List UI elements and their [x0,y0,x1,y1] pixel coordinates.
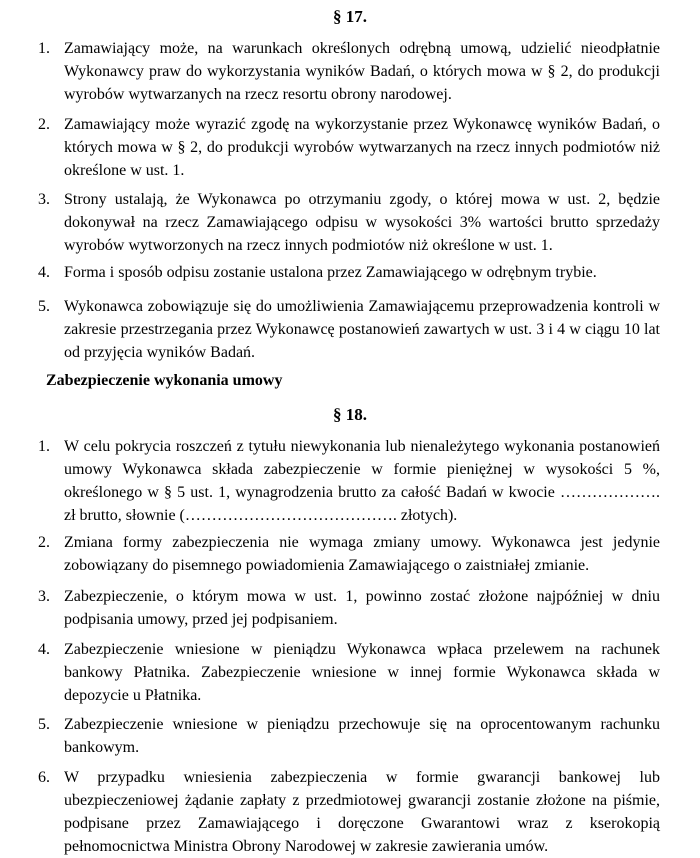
item-text: W przypadku wniesienia zabezpieczenia w formie gwarancji bankowej lub ubezpieczeniowej żądanie zapłaty z przedmiotowej gwarancji zostanie złożone na piśmie, podpisane przez Zamawiającego i doręczone Gwarantowi wraz z kserokopią pełnomocnictwa Ministra Obrony Narodowej w zakresie zawierania umów. [64,769,660,855]
section-17-item-4 [38,261,660,284]
item-text: W celu pokrycia roszczeń z tytułu niewykonania lub nienależytego wykonania postanowień umowy Wykonawca składa zabezpieczenie w formie pieniężnej w wysokości 5 %, określonego w § 5 ust. 1, wynagrodzenia brutto za całość Badań w kwocie ………………. zł brutto, słownie (…………………………………. złotych). [64,438,660,524]
section-17-item-5 [38,295,660,364]
item-text: Wykonawca zobowiązuje się do umożliwienia Zamawiającemu przeprowadzenia kontroli w zakresie przestrzegania przez Wykonawcę postanowień zawartych w ust. 3 i 4 w ciągu 10 lat od przyjęcia wyników Badań. [64,298,660,361]
item-number: 5. [38,716,50,733]
item-text: Zmiana formy zabezpieczenia nie wymaga zmiany umowy. Wykonawca jest jedynie zobowiązany do pisemnego powiadomienia Zamawiającego o zaistniałej zmianie. [64,534,660,574]
section-18-item-5 [38,713,660,759]
section-17-item-2 [38,113,660,182]
section-18-item-1 [38,435,660,527]
section-18-item-6 [38,766,660,858]
item-number: 6. [38,769,50,786]
item-number: 4. [38,264,50,281]
item-text: Forma i sposób odpisu zostanie ustalona przez Zamawiającego w odrębnym trybie. [64,264,597,281]
item-number: 3. [38,191,50,208]
section-18-item-4 [38,638,660,707]
item-number: 2. [38,116,50,133]
item-text: Zamawiający może, na warunkach określonych odrębną umową, udzielić nieodpłatnie Wykonawcy praw do wykorzystania wyników Badań, o których mowa w § 2, do produkcji wyrobów wytwarzanych na rzecz resortu obrony narodowej. [64,40,660,103]
item-text: Zabezpieczenie wniesione w pieniądzu przechowuje się na oprocentowanym rachunku bankowym. [64,716,660,756]
section-heading: Zabezpieczenie wykonania umowy [46,372,283,389]
item-number: 4. [38,641,50,658]
section-17-item-1 [38,37,660,106]
item-text: Strony ustalają, że Wykonawca po otrzymaniu zgody, o której mowa w ust. 2, będzie dokonywał na rzecz Zamawiającego odpisu w wysokości 3% wartości brutto sprzedaży wyrobów wytworzonych na rzecz innych podmiotów niż określone w ust. 1. [64,191,660,254]
section-17-item-3 [38,188,660,257]
item-number: 2. [38,534,50,551]
item-text: Zabezpieczenie wniesione w pieniądzu Wykonawca wpłaca przelewem na rachunek bankowy Płatnika. Zabezpieczenie wniesione w innej formie Wykonawca składa w depozycie u Płatnika. [64,641,660,704]
section-18-item-3 [38,585,660,631]
item-text: Zabezpieczenie, o którym mowa w ust. 1, powinno zostać złożone najpóźniej w dniu podpisania umowy, przed jej podpisaniem. [64,588,660,628]
section-18-item-2 [38,531,660,577]
item-number: 1. [38,438,50,455]
section-18-title: § 18. [333,405,367,424]
section-17-title: § 17. [333,7,367,26]
item-number: 3. [38,588,50,605]
item-text: Zamawiający może wyrazić zgodę na wykorzystanie przez Wykonawcę wyników Badań, o których mowa w § 2, do produkcji wyrobów wytwarzanych na rzecz innych podmiotów niż określone w ust. 1. [64,116,660,179]
item-number: 5. [38,298,50,315]
item-number: 1. [38,40,50,57]
